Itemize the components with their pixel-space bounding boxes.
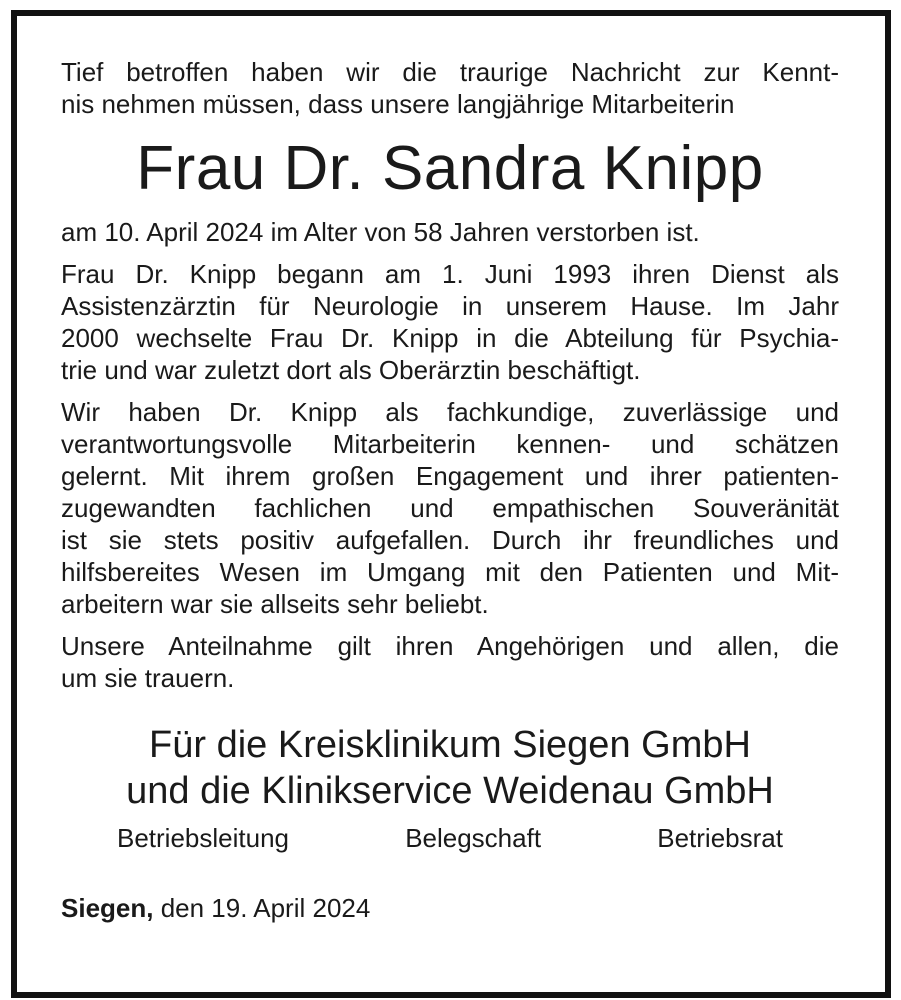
death-line: am 10. April 2024 im Alter von 58 Jahren verstorben ist. <box>61 217 700 247</box>
career-line: Frau Dr. Knipp begann am 1. Juni 1993 ihren Dienst als <box>61 259 839 289</box>
tribute-line: Wir haben Dr. Knipp als fachkundige, zuverlässige und <box>61 397 839 427</box>
signer-management: Betriebsleitung <box>117 823 289 853</box>
death-paragraph <box>61 216 839 248</box>
signer-staff: Belegschaft <box>405 823 542 853</box>
condolence-line: Unsere Anteilnahme gilt ihren Angehörigen und allen, die <box>61 631 839 661</box>
career-paragraph <box>61 258 839 386</box>
tribute-line: hilfsbereites Wesen im Umgang mit den Patienten und Mit- <box>61 557 839 587</box>
tribute-paragraph <box>61 396 839 620</box>
career-line: Assistenzärztin für Neurologie in unserem Hause. Im Jahr <box>61 291 839 321</box>
tribute-line: gelernt. Mit ihrem großen Engagement und ihrer patienten- <box>61 461 839 491</box>
signer-works-council: Betriebsrat <box>657 823 783 853</box>
organization-line: Für die Kreisklinikum Siegen GmbH <box>149 724 751 766</box>
career-line: trie und war zuletzt dort als Oberärztin beschäftigt. <box>61 355 641 385</box>
tribute-line: arbeitern war sie allseits sehr beliebt. <box>61 589 489 619</box>
condolence-line: um sie trauern. <box>61 663 235 693</box>
tribute-line: ist sie stets positiv aufgefallen. Durch ihr freundliches und <box>61 525 839 555</box>
organization-line: und die Klinikservice Weidenau GmbH <box>126 770 774 812</box>
organizations <box>61 722 839 814</box>
condolence-paragraph <box>61 630 839 694</box>
signers <box>117 822 783 854</box>
career-line: 2000 wechselte Frau Dr. Knipp in die Abteilung für Psychia- <box>61 323 839 353</box>
tribute-line: zugewandten fachlichen und empathischen Souveränität <box>61 493 839 523</box>
place: Siegen, <box>61 893 154 923</box>
tribute-line: verantwortungsvolle Mitarbeiterin kennen- und schätzen <box>61 429 839 459</box>
date: den 19. April 2024 <box>153 893 371 923</box>
place-date <box>61 892 839 924</box>
intro-paragraph <box>61 56 839 120</box>
deceased-name: Frau Dr. Sandra Knipp <box>136 134 764 203</box>
intro-line: Tief betroffen haben wir die traurige Nachricht zur Kennt- <box>61 57 839 87</box>
obituary-notice <box>61 56 839 924</box>
intro-line: nis nehmen müssen, dass unsere langjährige Mitarbeiterin <box>61 89 735 119</box>
